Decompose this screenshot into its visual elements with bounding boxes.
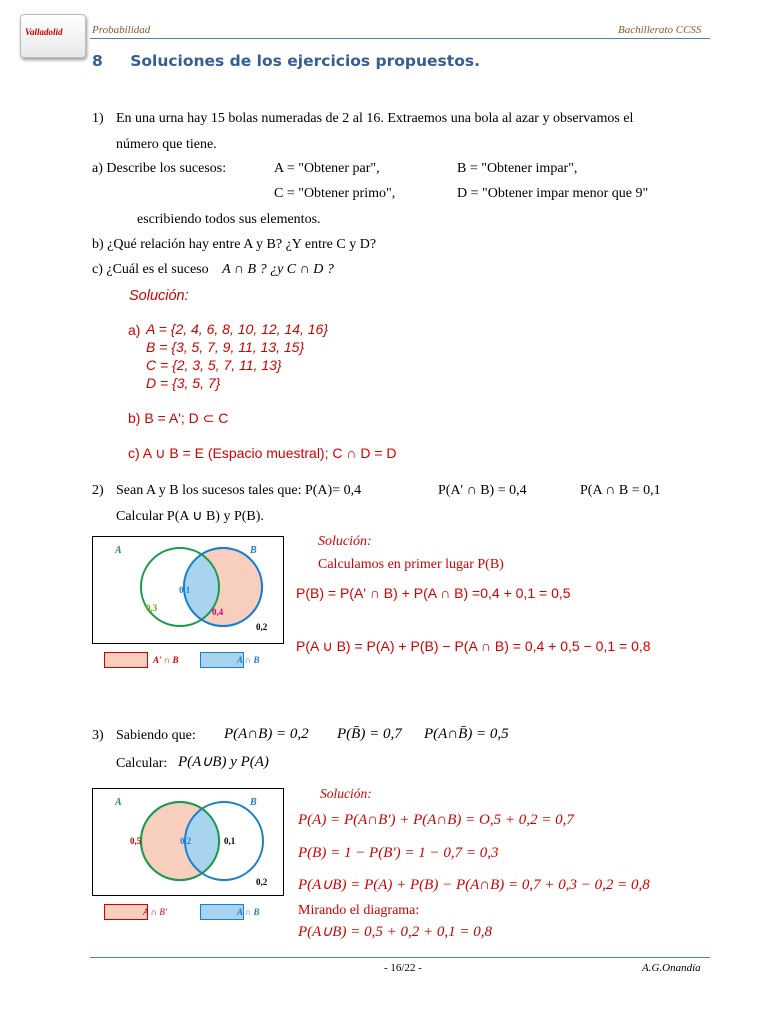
ex2-venn-intersection: 0,1 xyxy=(179,585,191,595)
ex3-sol-line2: P(B) = 1 − P(B') = 1 − 0,7 = 0,3 xyxy=(298,845,499,861)
ex2-sol-line1: Calculamos en primer lugar P(B) xyxy=(318,557,504,572)
ex3-solution-label: Solución: xyxy=(320,786,372,801)
ex1-event-c: C = "Obtener primo", xyxy=(274,186,396,201)
ex2-num: 2) xyxy=(92,483,104,498)
ex2-venn-label-a: A xyxy=(115,545,122,556)
footer-page: - 16/22 - xyxy=(384,962,422,974)
ex3-legend-label-1: A ∩ B' xyxy=(143,907,167,917)
ex1-line2: número que tiene. xyxy=(116,137,217,152)
section-title-text: Soluciones de los ejercicios propuestos. xyxy=(130,52,480,70)
ex3-venn-intersection: 0,2 xyxy=(180,836,192,846)
ex2-line1b: P(A' ∩ B) = 0,4 xyxy=(438,483,527,498)
ex2-sol-line2: P(B) = P(A' ∩ B) + P(A ∩ B) =0,4 + 0,1 = 0,5 xyxy=(296,585,571,601)
ex1-c-question-start: c) ¿Cuál es el suceso xyxy=(92,262,209,277)
ex2-venn-outside: 0,2 xyxy=(256,622,268,632)
ex1-sol-set-b: B = {3, 5, 7, 9, 11, 13, 15} xyxy=(146,339,305,355)
ex2-legend-label-1: A' ∩ B xyxy=(153,655,179,665)
ex3-given-label: Sabiendo que: xyxy=(116,728,196,743)
ex3-sol-line1: P(A) = P(A∩B') + P(A∩B) = O,5 + 0,2 = 0,7 xyxy=(298,812,574,828)
ex2-line2: Calcular P(A ∪ B) y P(B). xyxy=(116,509,264,524)
logo xyxy=(20,14,86,58)
ex2-line1c: P(A ∩ B = 0,1 xyxy=(580,483,661,498)
ex2-solution-label: Solución: xyxy=(318,534,372,549)
ex3-calc-label: Calcular: xyxy=(116,756,168,771)
ex3-venn-outside: 0,2 xyxy=(256,877,268,887)
ex2-line1a: Sean A y B los sucesos tales que: P(A)= 0,4 xyxy=(116,483,362,498)
ex3-sol-line4: Mirando el diagrama: xyxy=(298,903,420,918)
ex2-venn-only-b: 0,4 xyxy=(212,607,224,617)
ex1-sol-set-c: C = {2, 3, 5, 7, 11, 13} xyxy=(146,357,282,373)
ex3-calc-target: P(A∪B) y P(A) xyxy=(178,754,269,770)
ex3-legend-label-2: A ∩ B xyxy=(237,907,260,917)
ex2-sol-line3: P(A ∪ B) = P(A) + P(B) − P(A ∩ B) = 0,4 + 0,5 − 0,1 = 0,8 xyxy=(296,638,651,654)
ex1-c-question xyxy=(92,262,334,278)
ex3-given-1: P(A∩B) = 0,2 xyxy=(224,726,309,742)
ex3-venn-label-a: A xyxy=(115,797,122,808)
ex3-venn-diagram xyxy=(92,788,284,896)
ex3-given-3: P(A∩B̄) = 0,5 xyxy=(424,726,509,742)
ex3-venn-label-b: B xyxy=(250,797,257,808)
header-rule xyxy=(90,38,710,39)
ex1-event-d: D = "Obtener impar menor que 9" xyxy=(457,186,649,201)
ex2-venn-only-a: 0,3 xyxy=(146,603,158,613)
ex2-legend-label-2: A ∩ B xyxy=(237,655,260,665)
ex3-venn-only-b: 0,1 xyxy=(224,836,236,846)
ex3-legend-swatch-1 xyxy=(104,904,148,920)
ex1-num: 1) xyxy=(92,111,104,126)
header-right: Bachillerato CCSS xyxy=(618,24,702,36)
ex3-venn-only-a: 0,5 xyxy=(130,836,142,846)
ex3-sol-line5: P(A∪B) = 0,5 + 0,2 + 0,1 = 0,8 xyxy=(298,924,492,940)
ex1-sol-set-d: D = {3, 5, 7} xyxy=(146,375,221,391)
ex1-sol-b: b) B = A'; D ⊂ C xyxy=(128,410,229,426)
ex1-sol-set-a: A = {2, 4, 6, 8, 10, 12, 14, 16} xyxy=(146,321,329,337)
footer-rule xyxy=(90,957,710,958)
ex2-venn-label-b: B xyxy=(250,545,257,556)
ex1-sol-a-prefix: a) xyxy=(128,322,141,338)
ex1-b-question: b) ¿Qué relación hay entre A y B? ¿Y entre C y D? xyxy=(92,237,377,252)
section-title xyxy=(92,52,480,70)
ex1-a-tail: escribiendo todos sus elementos. xyxy=(137,212,321,227)
ex2-legend-swatch-1 xyxy=(104,652,148,668)
ex1-a-label: a) Describe los sucesos: xyxy=(92,161,227,176)
logo-text: Valladolid xyxy=(25,27,63,37)
ex1-line1: En una urna hay 15 bolas numeradas de 2 al 16. Extraemos una bola al azar y observamos el xyxy=(116,111,634,126)
ex1-event-b: B = "Obtener impar", xyxy=(457,161,578,176)
ex3-sol-line3: P(A∪B) = P(A) + P(B) − P(A∩B) = 0,7 + 0,3 − 0,2 = 0,8 xyxy=(298,877,650,893)
footer-author: A.G.Onandía xyxy=(642,962,701,974)
ex2-venn-diagram xyxy=(92,536,284,644)
ex1-sol-c: c) A ∪ B = E (Espacio muestral); C ∩ D = D xyxy=(128,445,397,461)
ex3-given-2: P(B̄) = 0,7 xyxy=(337,726,402,742)
ex1-solution-label: Solución: xyxy=(129,288,189,304)
ex1-event-a: A = "Obtener par", xyxy=(274,161,380,176)
ex3-num: 3) xyxy=(92,728,104,743)
header-left: Probabilidad xyxy=(92,24,151,36)
section-number: 8 xyxy=(92,52,103,70)
ex1-c-question-sets: A ∩ B ? ¿y C ∩ D ? xyxy=(222,262,334,277)
